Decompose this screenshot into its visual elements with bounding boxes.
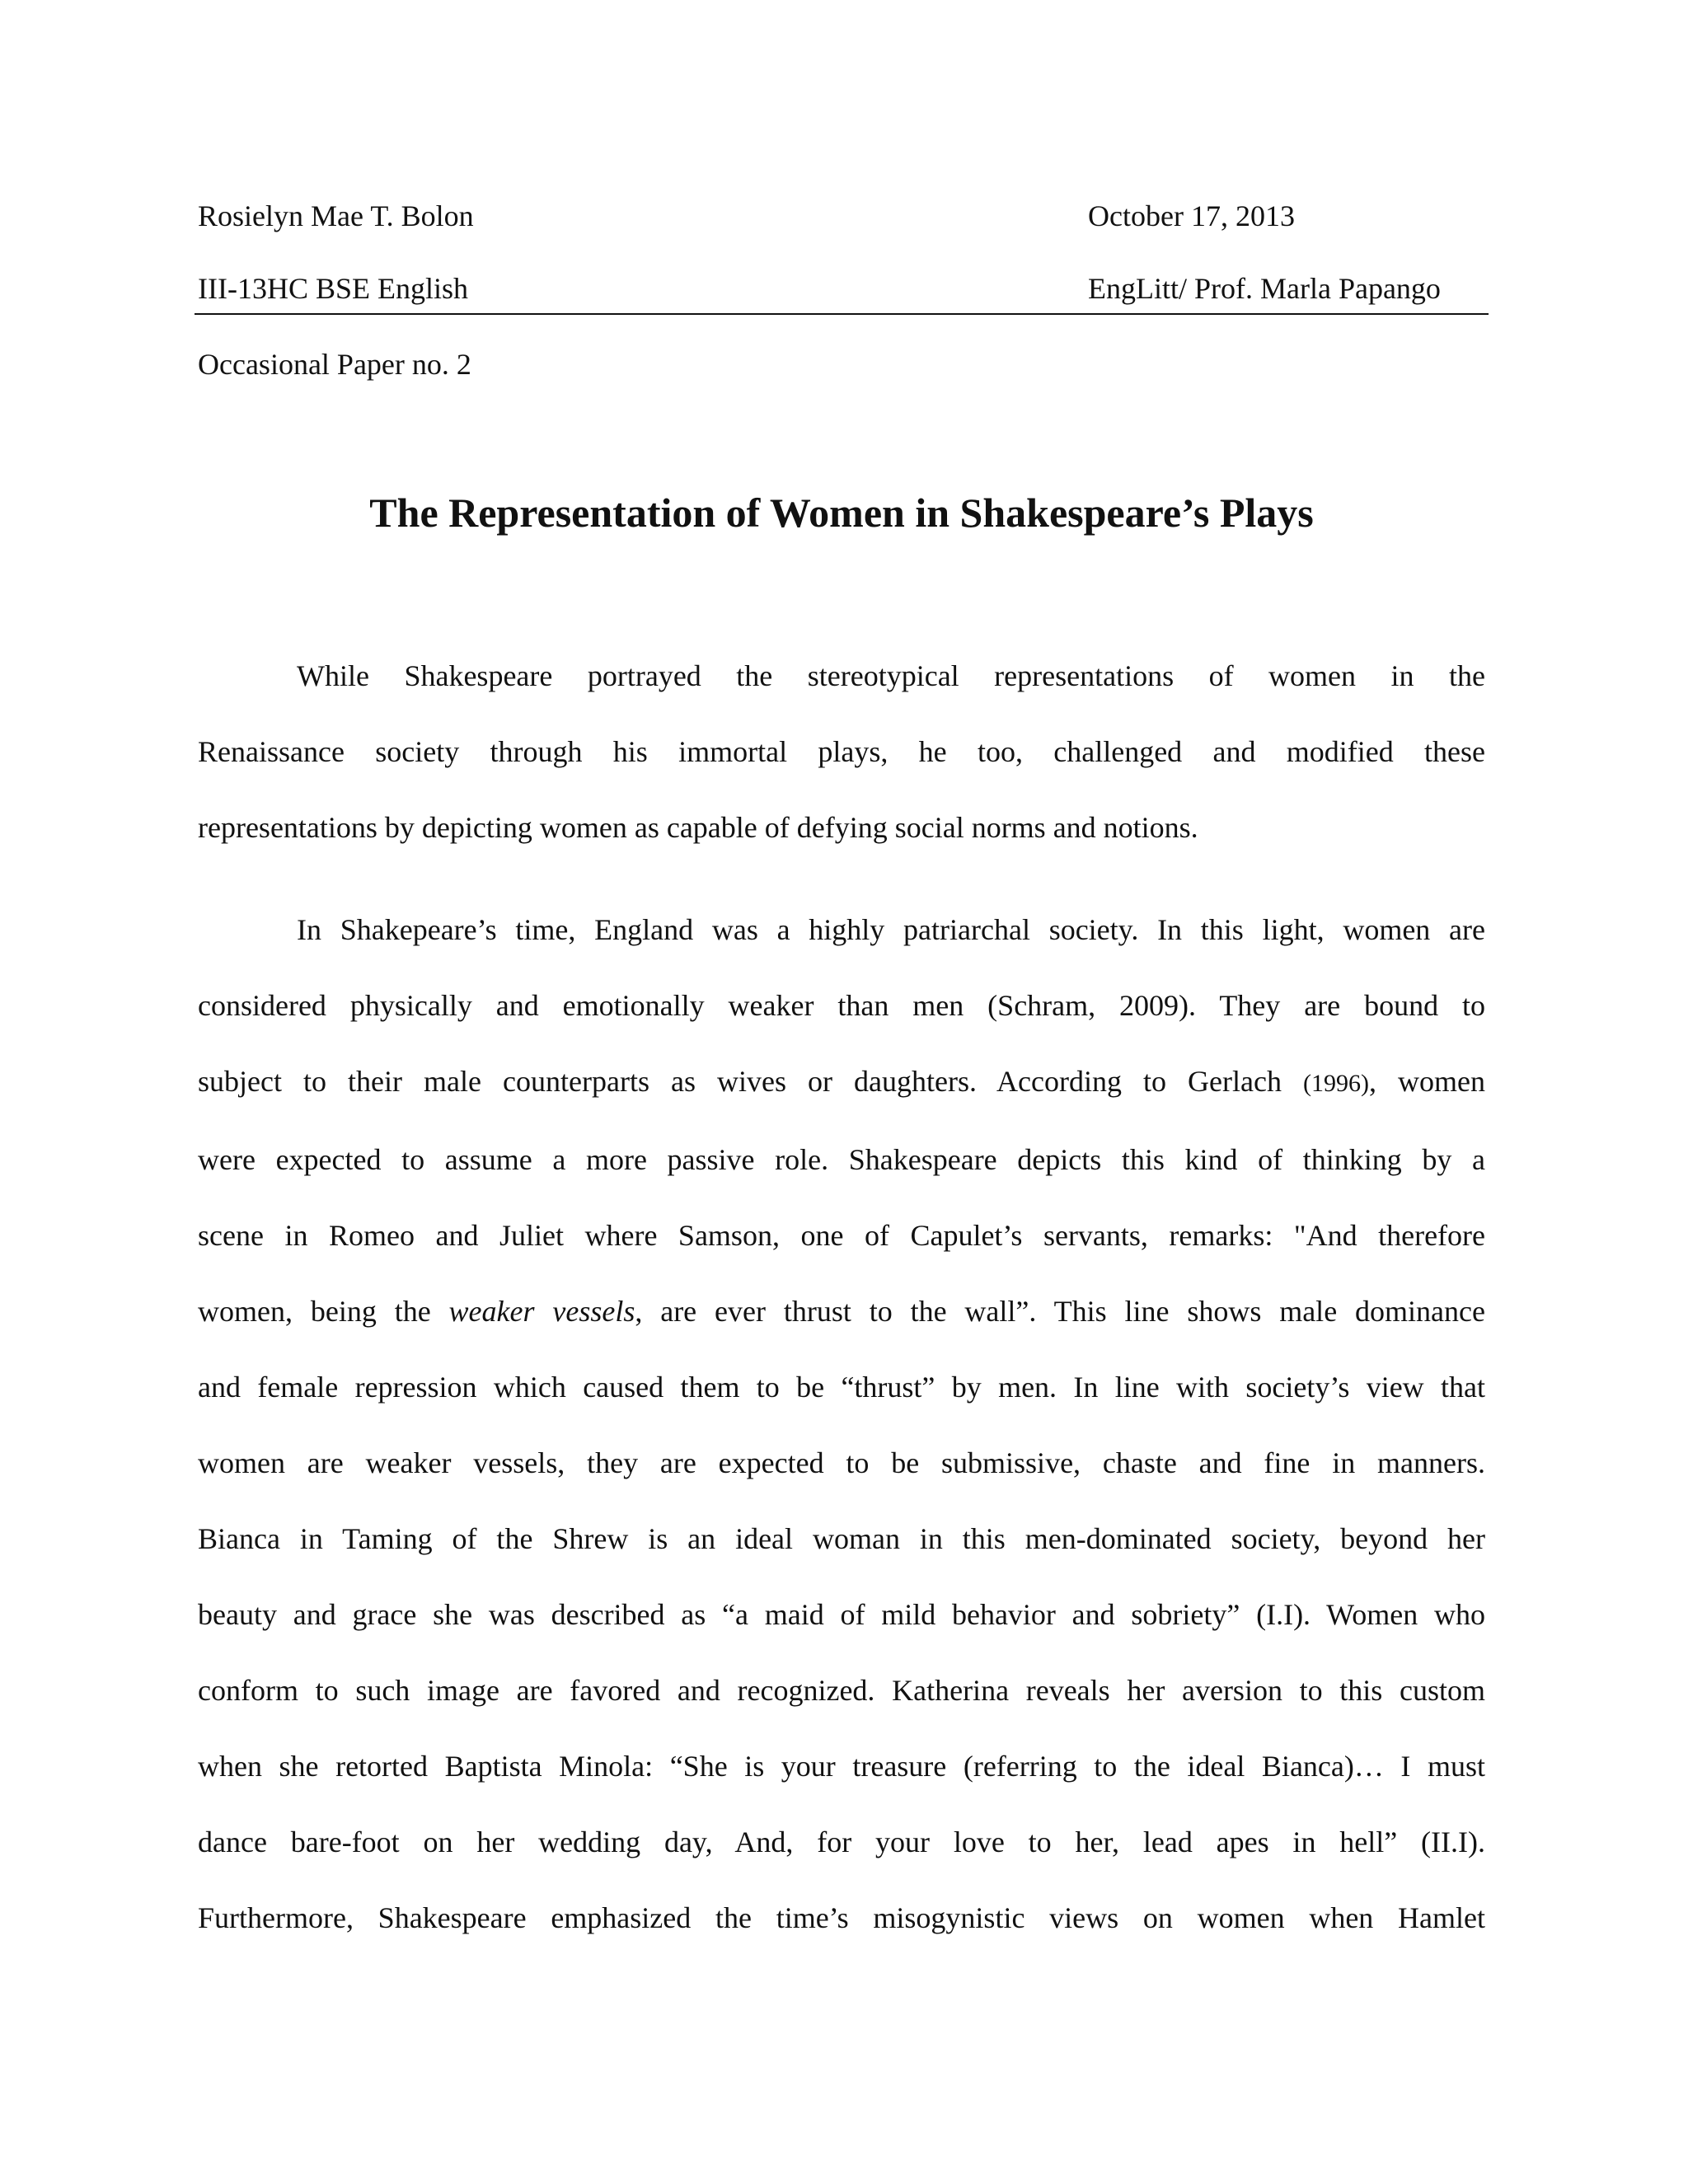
paper-number: Occasional Paper no. 2 xyxy=(198,348,471,381)
paragraph-line: Renaissance society through his immortal plays, he too, challenged and modified these xyxy=(198,735,1485,768)
paragraph-line: Bianca in Taming of the Shrew is an ideal woman in this men-dominated society, beyond her xyxy=(198,1522,1485,1555)
paragraph-line: were expected to assume a more passive role. Shakespeare depicts this kind of thinking by a xyxy=(198,1143,1485,1176)
paragraph-line: dance bare-foot on her wedding day, And, for your love to her, lead apes in hell” (II.I). xyxy=(198,1825,1485,1858)
citation-year: (1996) xyxy=(1303,1070,1369,1097)
paragraph-line: Furthermore, Shakespeare emphasized the time’s misogynistic views on women when Hamlet xyxy=(198,1901,1485,1934)
paragraph-line: conform to such image are favored and recognized. Katherina reveals her aversion to this custom xyxy=(198,1674,1485,1707)
paragraph-1 xyxy=(198,638,1485,865)
course-professor: EngLitt/ Prof. Marla Papango xyxy=(1088,272,1441,305)
paper-title: The Representation of Women in Shakespeare’s Plays xyxy=(369,490,1314,536)
paragraph-line: and female repression which caused them to be “thrust” by men. In line with society’s view that xyxy=(198,1371,1485,1404)
paragraph-line: when she retorted Baptista Minola: “She is your treasure (referring to the ideal Bianca)… I must xyxy=(198,1750,1485,1783)
line-segment: women, being the xyxy=(198,1295,449,1328)
header-divider xyxy=(195,313,1489,315)
paragraph-line: scene in Romeo and Juliet where Samson, one of Capulet’s servants, remarks: "And therefore xyxy=(198,1219,1485,1252)
paper-date: October 17, 2013 xyxy=(1088,199,1295,232)
emphasized-phrase: weaker vessels xyxy=(448,1295,635,1328)
paragraph-line xyxy=(198,1043,1485,1122)
line-segment: , women xyxy=(1368,1065,1485,1098)
paragraph-line: representations by depicting women as capable of defying social norms and notions. xyxy=(198,811,1198,844)
line-segment: , are ever thrust to the wall”. This line shows male dominance xyxy=(635,1295,1485,1328)
class-section: III-13HC BSE English xyxy=(198,272,468,305)
paragraph-line: While Shakespeare portrayed the stereotypical representations of women in the xyxy=(297,659,1485,692)
paragraph-2 xyxy=(198,892,1485,1956)
paragraph-line: considered physically and emotionally weaker than men (Schram, 2009). They are bound to xyxy=(198,989,1485,1022)
paragraph-line xyxy=(198,1273,1485,1349)
line-segment: subject to their male counterparts as wives or daughters. According to Gerlach xyxy=(198,1065,1303,1098)
paragraph-line: women are weaker vessels, they are expected to be submissive, chaste and fine in manners. xyxy=(198,1446,1485,1479)
paragraph-line: beauty and grace she was described as “a maid of mild behavior and sobriety” (I.I). Women who xyxy=(198,1598,1485,1631)
paragraph-line: In Shakepeare’s time, England was a highly patriarchal society. In this light, women are xyxy=(297,913,1485,946)
author-name: Rosielyn Mae T. Bolon xyxy=(198,199,474,232)
